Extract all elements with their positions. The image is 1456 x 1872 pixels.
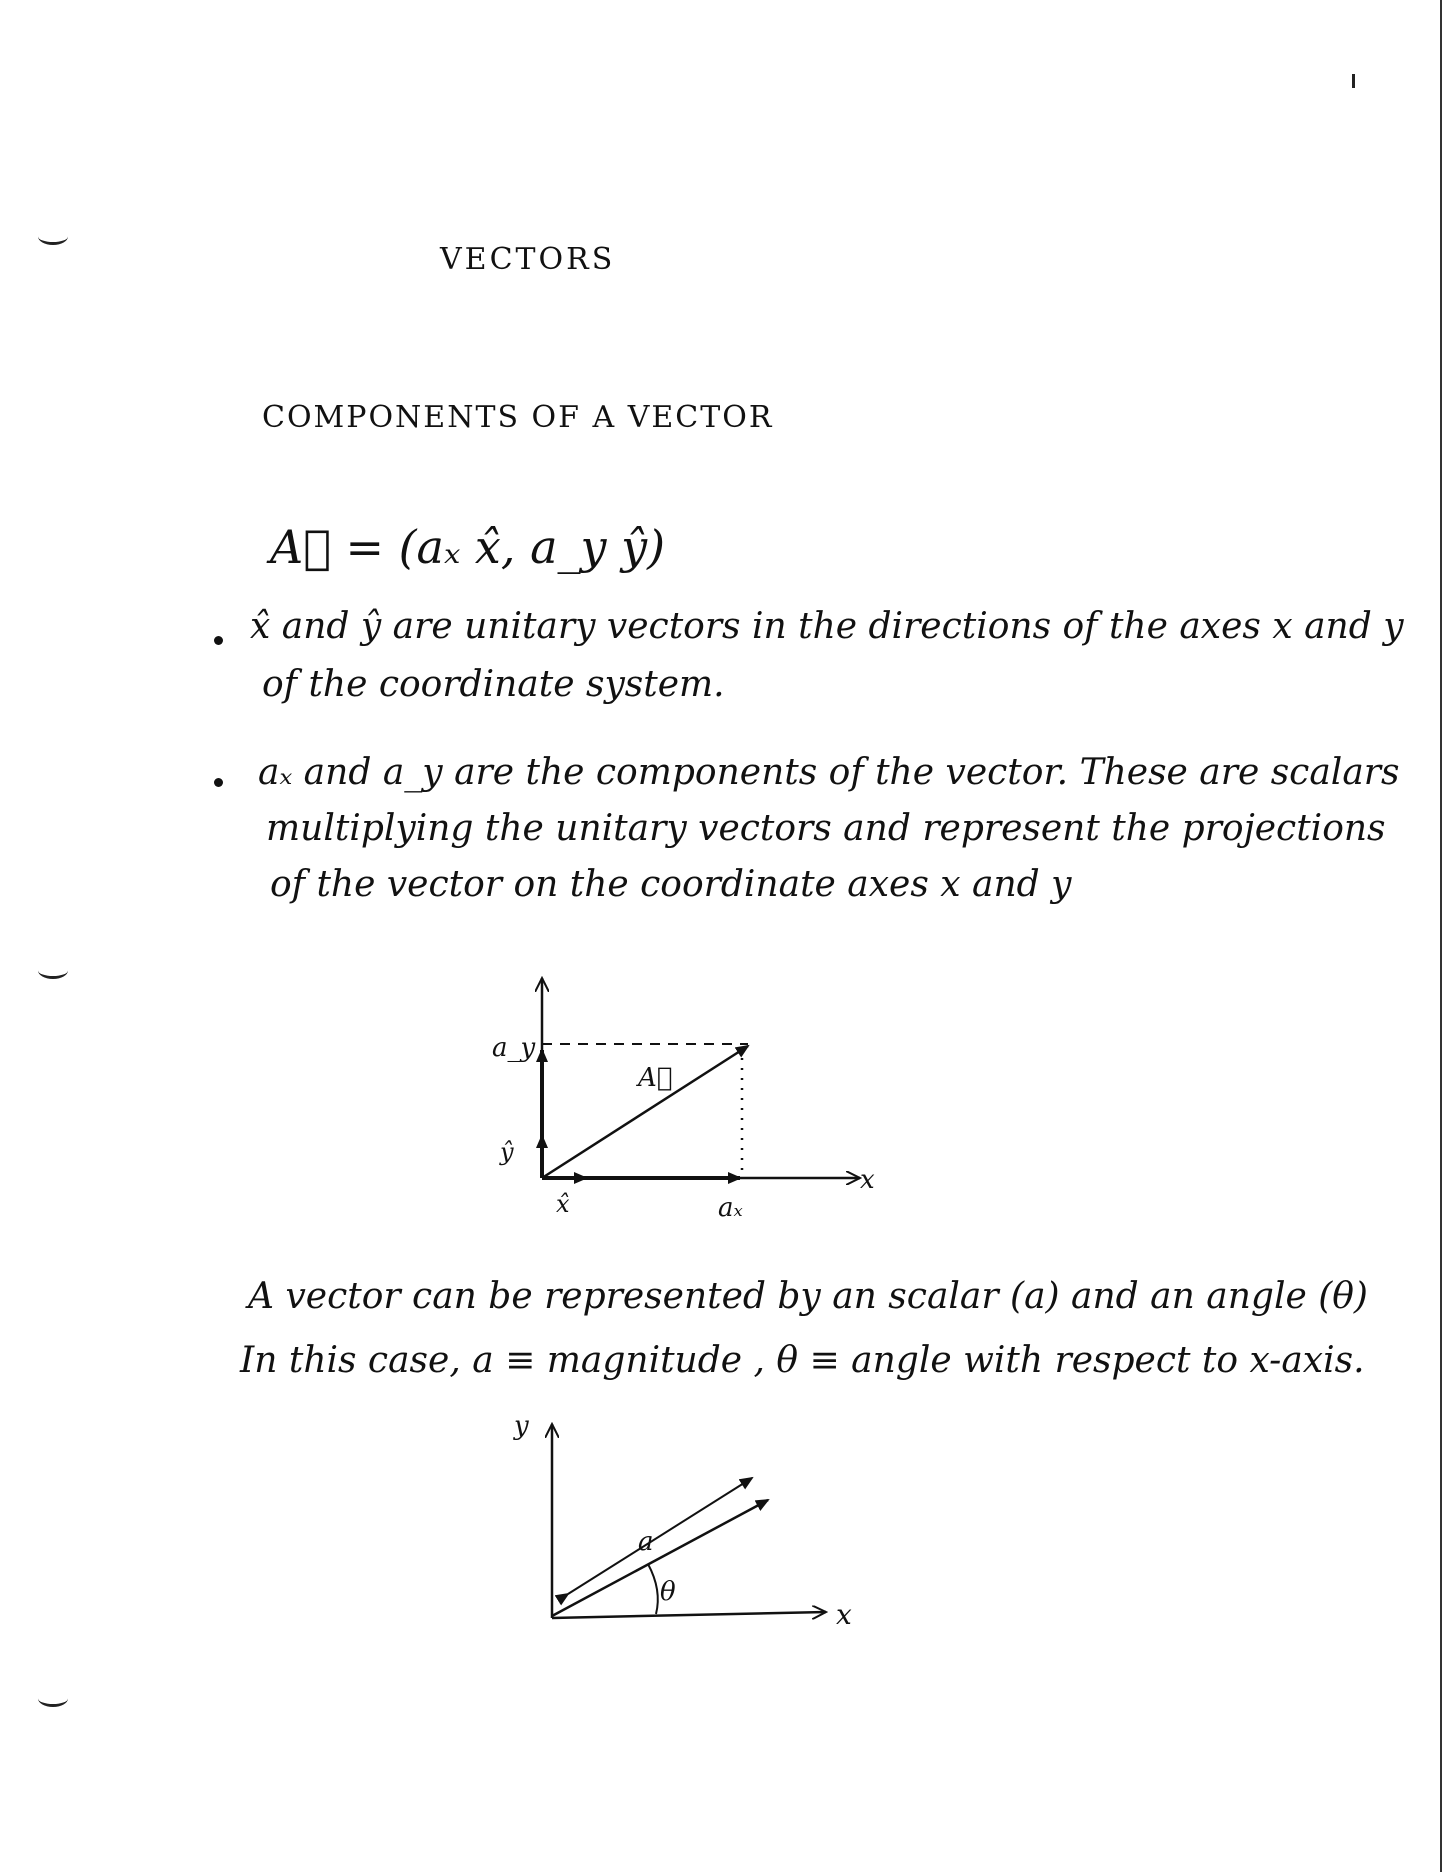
- vector-formula: A⃗ = (aₓ x̂, a_y ŷ): [270, 520, 666, 574]
- magnitude-label: a: [638, 1527, 654, 1557]
- unit-x-label: x̂: [556, 1190, 570, 1218]
- magnitude-angle-diagram: [513, 1411, 852, 1631]
- unit-y-label: ŷ: [500, 1138, 514, 1166]
- ay-label: a_y: [492, 1033, 536, 1063]
- x-axis-label: x: [836, 1598, 852, 1631]
- bullet-2-line-1: aₓ and a_y are the components of the vector. These are scalars: [258, 752, 1400, 793]
- bullet-2-line-3: of the vector on the coordinate axes x and y: [270, 864, 1072, 905]
- bullet-1-line-1: x̂ and ŷ are unitary vectors in the directions of the axes x and y: [250, 606, 1404, 647]
- paragraph-line-2: In this case, a ≡ magnitude , θ ≡ angle with respect to x-axis.: [240, 1340, 1365, 1381]
- section-heading: COMPONENTS OF A VECTOR: [262, 400, 774, 435]
- x-axis-label: x: [860, 1165, 875, 1195]
- bullet-2-line-2: multiplying the unitary vectors and represent the projections: [266, 808, 1386, 849]
- x-axis: [552, 1612, 826, 1618]
- angle-label: θ: [660, 1577, 676, 1607]
- page-title: VECTORS: [440, 242, 616, 277]
- components-diagram: [492, 978, 875, 1223]
- vector-A-label: A⃗: [638, 1063, 673, 1093]
- angle-arc: [648, 1564, 658, 1614]
- ax-label: aₓ: [718, 1193, 743, 1223]
- paragraph-line-1: A vector can be represented by an scalar (a) and an angle (θ): [248, 1276, 1368, 1317]
- bullet-1-line-2: of the coordinate system.: [262, 664, 725, 705]
- y-axis-label: y: [514, 1411, 529, 1441]
